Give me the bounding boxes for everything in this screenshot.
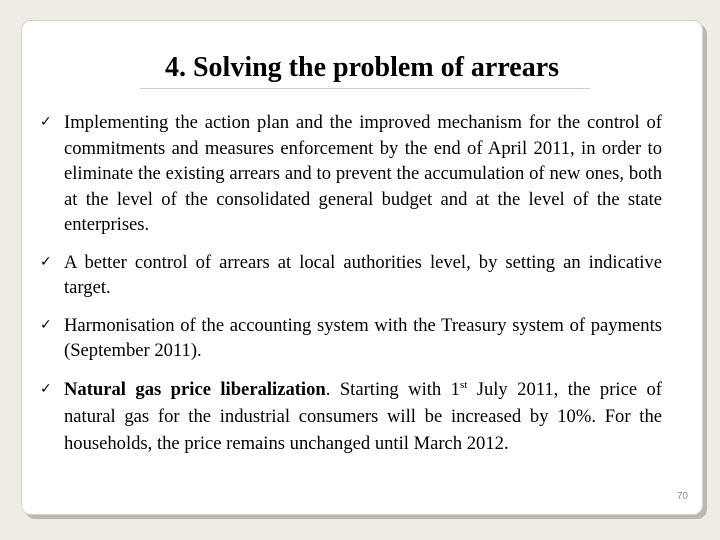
bullet-item bbox=[40, 110, 662, 238]
bullet-item bbox=[40, 313, 662, 364]
checkmark-icon: ✓ bbox=[40, 114, 52, 130]
page-number: 70 bbox=[676, 491, 688, 502]
bullet-list bbox=[40, 110, 662, 457]
bullet-text: Implementing the action plan and the improved mechanism for the control of commitments and measures enforcement by the end of April 2011, in order to eliminate the existing arrears and to prevent the accumulation of new ones, both at the level of the consolidated general budget and at the level of the state enterprises. bbox=[64, 112, 662, 235]
bullet-text: A better control of arrears at local authorities level, by setting an indicative target. bbox=[64, 251, 662, 298]
bullet-item bbox=[40, 376, 662, 457]
checkmark-icon: ✓ bbox=[40, 253, 52, 270]
title-divider bbox=[140, 88, 590, 89]
bullet-item bbox=[40, 250, 662, 301]
bullet-text-pre: . Starting with 1 bbox=[325, 378, 460, 400]
bullet-text: Harmonisation of the accounting system with the Treasury system of payments (September 2011). bbox=[64, 314, 662, 361]
bullet-superscript: st bbox=[459, 378, 468, 391]
bullet-text-post: July 2011, the price of natural gas for the industrial consumers will be increased by 10%. For the households, the price remains unchanged until March 2012. bbox=[64, 378, 663, 454]
checkmark-icon: ✓ bbox=[40, 316, 52, 333]
bullet-bold-lead: Natural gas price liberalization bbox=[64, 378, 326, 400]
checkmark-icon: ✓ bbox=[40, 380, 52, 397]
slide-title: 4. Solving the problem of arrears bbox=[164, 52, 560, 83]
